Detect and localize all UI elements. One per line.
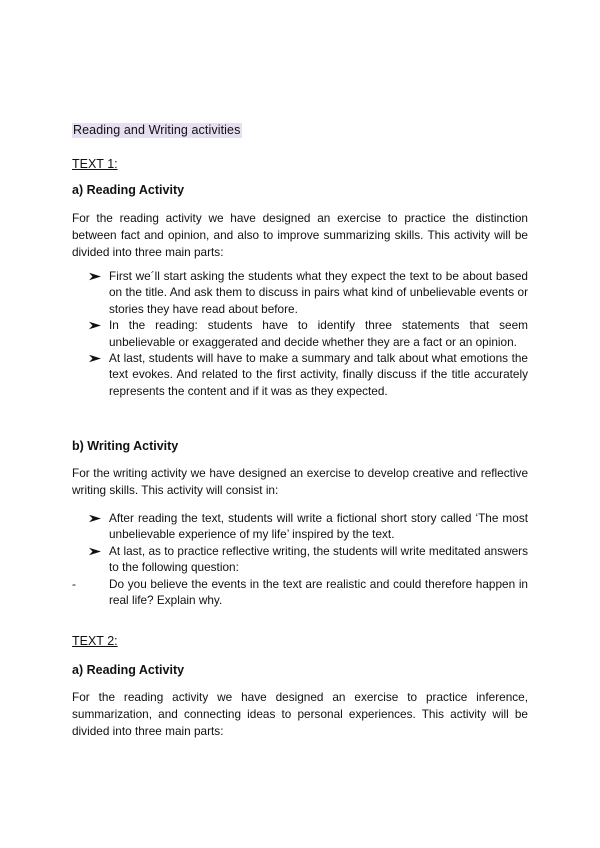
dash-bullet: -: [72, 576, 76, 591]
list-item: In the reading: students have to identify three statements that seem unbelievable or exaggerated and decide whether they are a fact or an opinion.: [88, 317, 528, 350]
text2-label: TEXT 2:: [72, 634, 118, 648]
arrowhead-bullet-icon: [88, 543, 104, 556]
list-item: After reading the text, students will write a fictional short story called ‘The most unbelievable experience of my life’ inspired by the text.: [88, 510, 528, 543]
list-item-dash: - Do you believe the events in the text are realistic and could therefore happen in real life? Explain why.: [72, 576, 528, 608]
text1-writing-intro: For the writing activity we have designed an exercise to develop creative and reflective writing skills. This activity will consist in:: [72, 466, 528, 497]
arrowhead-bullet-icon: [88, 350, 104, 363]
text2-reading-title: a) Reading Activity: [72, 663, 185, 677]
text1-label: TEXT 1:: [72, 157, 118, 171]
text1-reading-list: [88, 268, 528, 399]
arrowhead-bullet-icon: [88, 268, 104, 281]
text1-writing-title: b) Writing Activity: [72, 439, 179, 453]
text2-reading-intro: For the reading activity we have designed an exercise to practice inference, summarization, and connecting ideas to personal experiences. This activity will be divided into three main parts:: [72, 690, 528, 738]
text1-label-row: [72, 155, 528, 173]
list-item: First we´ll start asking the students what they expect the text to be about based on the title. And ask them to discuss in pairs what kind of unbelievable events or stories they have read about before.: [88, 268, 528, 317]
text1-writing-list: [72, 510, 528, 608]
list-item: At last, students will have to make a summary and talk about what emotions the text evokes. And related to the first activity, finally discuss if the title accurately represents the content and if it was as they expected.: [88, 350, 528, 399]
document-title-row: [72, 121, 528, 139]
text1-reading-intro: For the reading activity we have designed an exercise to practice the distinction between fact and opinion, and also to improve summarizing skills. This activity will be divided into three main parts:: [72, 211, 528, 259]
text1-reading-title: a) Reading Activity: [72, 183, 185, 197]
document-title: Reading and Writing activities: [73, 123, 241, 137]
arrowhead-bullet-icon: [88, 510, 104, 523]
text2-label-row: [72, 632, 528, 650]
list-item: At last, as to practice reflective writing, the students will write meditated answers to the following question:: [88, 543, 528, 576]
arrowhead-bullet-icon: [88, 317, 104, 330]
